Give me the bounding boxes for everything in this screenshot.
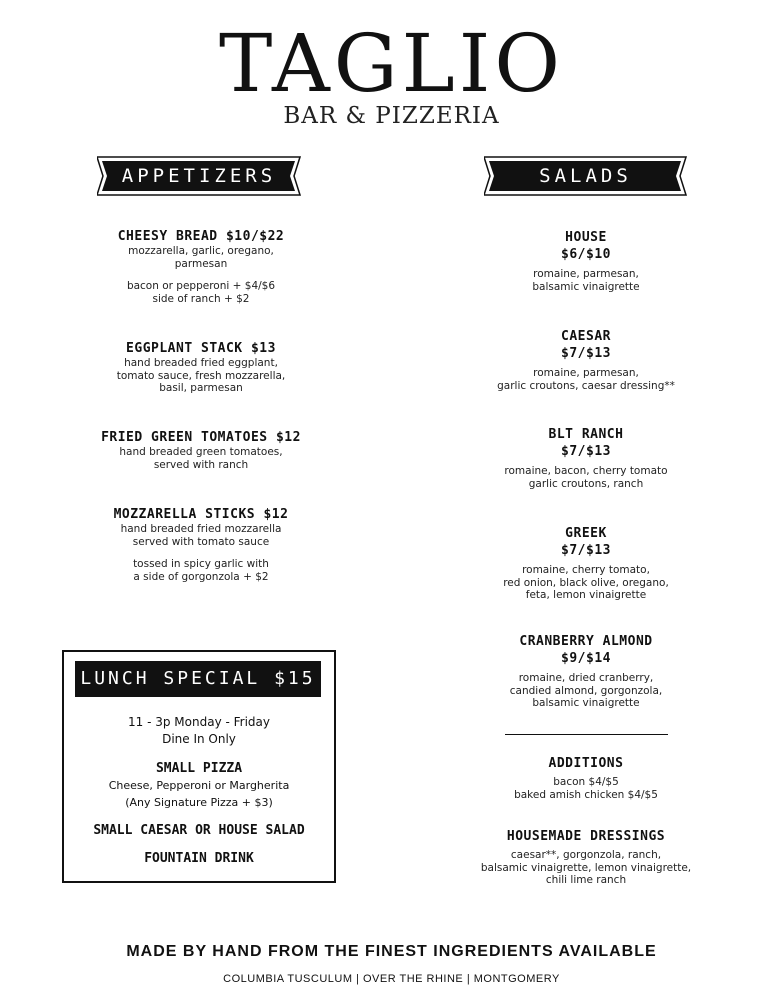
appetizers-heading: APPETIZERS	[121, 165, 277, 187]
appetizer-item	[70, 340, 332, 395]
item-desc: basil, parmesan	[159, 382, 243, 394]
item-desc: served with tomato sauce	[132, 535, 270, 548]
logo: TAGLIO	[219, 17, 564, 110]
item-price: $6/$10	[561, 247, 611, 262]
lunch-drink: FOUNTAIN DRINK	[144, 851, 254, 866]
item-name: CAESAR	[561, 329, 611, 344]
item-desc: served with ranch	[153, 458, 249, 471]
item-name: FRIED GREEN TOMATOES $12	[101, 430, 301, 445]
item-desc: balsamic vinaigrette	[532, 697, 640, 709]
salad-item	[470, 426, 702, 490]
item-desc: hand breaded fried mozzarella	[120, 523, 282, 535]
item-name: GREEK	[565, 526, 607, 541]
section-divider	[505, 734, 668, 735]
dressing-list: chili lime ranch	[545, 874, 627, 886]
item-extra: bacon or pepperoni + $4/$6	[126, 280, 276, 292]
item-desc: balsamic vinaigrette	[532, 280, 640, 293]
item-desc: candied almond, gorgonzola,	[509, 684, 663, 697]
footer-locations: COLUMBIA TUSCULUM | OVER THE RHINE | MONTGOMERY	[223, 973, 560, 985]
lunch-special-box	[62, 650, 336, 883]
additions-heading: ADDITIONS	[548, 756, 624, 771]
salad-item	[470, 328, 702, 392]
item-desc: feta, lemon vinaigrette	[525, 589, 647, 601]
lunch-pizza-extra: (Any Signature Pizza + $3)	[125, 796, 273, 809]
item-desc: garlic croutons, caesar dressing**	[497, 379, 675, 392]
dressing-list: balsamic vinaigrette, lemon vinaigrette,	[480, 861, 692, 874]
appetizer-item	[70, 429, 332, 471]
salads-heading: SALADS	[539, 165, 632, 187]
item-desc: romaine, dried cranberry,	[518, 672, 654, 684]
salad-item	[470, 229, 702, 293]
item-desc: mozzarella, garlic, oregano,	[128, 245, 274, 257]
lunch-salad: SMALL CAESAR OR HOUSE SALAD	[93, 823, 305, 838]
item-desc: garlic croutons, ranch	[528, 477, 644, 490]
lunch-hours: 11 - 3p Monday - Friday	[128, 715, 270, 729]
addition-item: baked amish chicken $4/$5	[514, 788, 658, 801]
additions-section	[470, 755, 702, 801]
lunch-pizza-desc: Cheese, Pepperoni or Margherita	[108, 779, 290, 792]
item-desc: hand breaded green tomatoes,	[119, 446, 283, 458]
salad-item	[470, 633, 702, 710]
lunch-pizza: SMALL PIZZA	[155, 761, 243, 776]
salads-banner	[484, 156, 687, 196]
item-name: MOZZARELLA STICKS $12	[113, 507, 289, 522]
addition-item: bacon $4/$5	[553, 776, 619, 788]
item-name: CRANBERRY ALMOND	[519, 634, 653, 649]
item-price: $9/$14	[561, 651, 611, 666]
lunch-dine-in: Dine In Only	[162, 732, 236, 746]
item-name: EGGPLANT STACK $13	[126, 341, 276, 356]
appetizer-item	[70, 506, 332, 583]
dressing-list: caesar**, gorgonzola, ranch,	[510, 849, 662, 861]
item-extra: tossed in spicy garlic with	[133, 558, 269, 570]
item-name: CHEESY BREAD $10/$22	[117, 229, 285, 244]
item-desc: romaine, parmesan,	[533, 367, 639, 379]
item-name: HOUSE	[565, 230, 607, 245]
item-name: BLT RANCH	[548, 427, 624, 442]
item-extra: side of ranch + $2	[152, 292, 250, 305]
item-desc: tomato sauce, fresh mozzarella,	[116, 369, 286, 382]
salad-item	[470, 525, 702, 602]
item-desc: hand breaded fried eggplant,	[124, 357, 278, 369]
item-desc: romaine, parmesan,	[533, 268, 639, 280]
appetizers-banner	[97, 156, 301, 196]
item-desc: romaine, bacon, cherry tomato	[504, 465, 668, 477]
item-extra: a side of gorgonzola + $2	[133, 570, 269, 583]
item-price: $7/$13	[561, 543, 611, 558]
dressings-heading: HOUSEMADE DRESSINGS	[506, 829, 666, 844]
item-desc: parmesan	[174, 257, 228, 270]
item-desc: red onion, black olive, oregano,	[503, 576, 669, 589]
item-price: $7/$13	[561, 444, 611, 459]
item-desc: romaine, cherry tomato,	[522, 564, 650, 576]
logo-subtitle: BAR & PIZZERIA	[283, 103, 500, 129]
item-price: $7/$13	[561, 346, 611, 361]
dressings-section	[470, 828, 702, 887]
lunch-special-title: LUNCH SPECIAL $15	[75, 661, 321, 697]
appetizer-item	[70, 228, 332, 305]
footer-tagline: MADE BY HAND FROM THE FINEST INGREDIENTS AVAILABLE	[126, 943, 657, 960]
